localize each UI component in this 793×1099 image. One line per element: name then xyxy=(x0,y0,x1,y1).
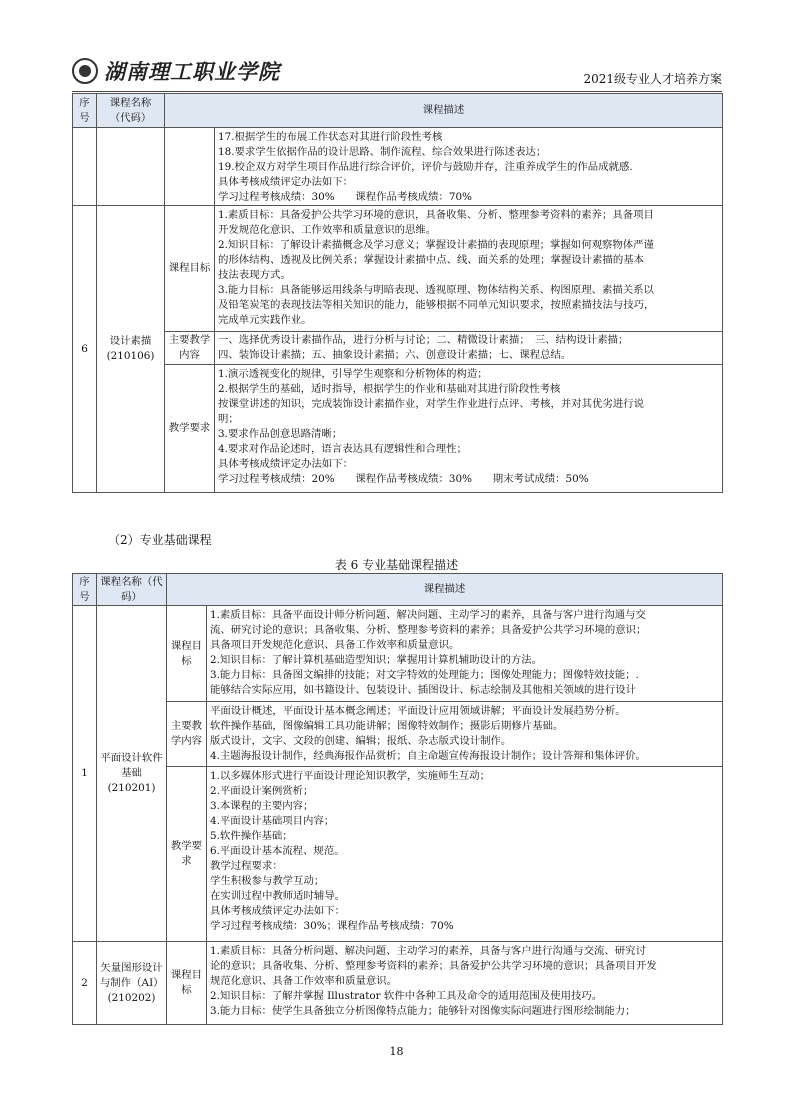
table-header-row xyxy=(73,94,723,128)
desc-line: 按课堂讲述的知识，完成装饰设计素描作业，对学生作业进行点评、考核，并对其优劣进行说 xyxy=(218,398,645,410)
section-heading: （2）专业基础课程 xyxy=(108,533,212,547)
desc-line: 学习过程考核成绩：20% 课程作品考核成绩：30% 期末考试成绩：50% xyxy=(218,473,589,485)
course-name: 平面设计软件基础 xyxy=(100,752,163,779)
section-content xyxy=(215,365,723,493)
school-seal-icon xyxy=(72,58,98,84)
school-name: 湖南理工职业学院 xyxy=(104,59,280,84)
course-name: 设计素描 xyxy=(109,335,152,347)
section-label: 主要教学内容 xyxy=(165,332,215,365)
table-row xyxy=(73,767,723,942)
desc-line: 5.软件操作基础； xyxy=(210,830,293,842)
section-content xyxy=(207,942,723,1025)
desc-line: 1.以多媒体形式进行平面设计理论知识教学，实施师生互动； xyxy=(210,770,491,782)
desc-line: 1.素质目标：具备平面设计师分析问题、解决问题、主动学习的素养，具备与客户进行沟通与交 xyxy=(210,609,646,621)
desc-line: 技法表现方式。 xyxy=(218,269,291,281)
desc-line: 论的意识；具备收集、分析、整理参考资料的素养；具备爱护公共学习环境的意识；具备项目开发 xyxy=(210,960,657,972)
table-row xyxy=(73,206,723,332)
desc-line: 1.演示透视变化的规律，引导学生观察和分析物体的构造； xyxy=(218,368,488,380)
desc-line: 19.校企双方对学生项目作品进行综合评价，评价与鼓励并存，注重养成学生的作品成就感. xyxy=(218,161,633,173)
desc-line: 2.知识目标：了解设计素描概念及学习意义；掌握设计素描的表现原理；掌握如何观察物体严谨 xyxy=(218,239,654,251)
section-content xyxy=(207,702,723,767)
desc-line: 具体考核成绩评定办法如下： xyxy=(218,458,354,470)
section-content xyxy=(207,767,723,942)
desc-line: 及铅笔炭笔的表现技法等相关知识的能力，能够根据不同单元知识要求，按照素描技法与技巧， xyxy=(218,299,655,311)
section-label: 教学要求 xyxy=(167,767,207,942)
desc-line: 学习过程考核成绩：30%；课程作品考核成绩：70% xyxy=(210,920,454,932)
desc-line: 具体考核成绩评定办法如下： xyxy=(210,905,346,917)
course-code: (210202) xyxy=(107,991,156,1004)
desc-line: 学习过程考核成绩：30% 课程作品考核成绩：70% xyxy=(218,191,472,203)
desc-line: 开发规范化意识、工作效率和质量意识的思维。 xyxy=(218,224,437,236)
course-name-cell xyxy=(97,206,165,493)
desc-line: 能够结合实际应用，如书籍设计、包装设计、插图设计、标志绘制及其他相关领域的进行设计 xyxy=(210,684,637,696)
section-label: 主要教学内容 xyxy=(167,702,207,767)
table-row xyxy=(73,128,723,206)
section-label: 课程目标 xyxy=(165,206,215,332)
page-number: 18 xyxy=(389,1045,404,1058)
desc-line: 3.能力目标：具备能够运用线条与明暗表现、透视原理、物体结构关系、构图原理、素描关系以 xyxy=(218,284,654,296)
table-row xyxy=(73,332,723,365)
section-content xyxy=(215,332,723,365)
course-seq: 6 xyxy=(73,206,97,493)
section-content xyxy=(215,206,723,332)
desc-line: 2.平面设计案例赏析； xyxy=(210,785,314,797)
table-row xyxy=(73,365,723,493)
desc-line: 具体考核成绩评定办法如下： xyxy=(218,176,354,188)
course-seq: 2 xyxy=(73,942,97,1025)
desc-line: 具备项目开发规范化意识、具备工作效率和质量意识。 xyxy=(210,639,460,651)
desc-line: 3.要求作品创意思路清晰； xyxy=(218,428,343,440)
name-header: 课程名称（代码） xyxy=(97,94,165,128)
desc-line: 在实训过程中教师适时辅导。 xyxy=(210,890,346,902)
desc-line: 2.知识目标：了解计算机基础造型知识；掌握用计算机辅助设计的方法。 xyxy=(210,654,543,666)
course-name-cell xyxy=(97,606,167,942)
course-table-continued xyxy=(72,93,723,493)
desc-line: 软件操作基础，图像编辑工具功能讲解；图像特效制作；摄影后期修片基础。 xyxy=(210,720,564,732)
desc-line: 四、装饰设计素描；五、抽象设计素描；六、创意设计素描；七、课程总结。 xyxy=(218,349,572,361)
foundation-course-table xyxy=(72,573,723,1025)
desc-line: 版式设计，文字、文段的创建、编辑；报纸、杂志版式设计制作。 xyxy=(210,735,512,747)
desc-header: 课程描述 xyxy=(167,574,723,606)
desc-line: 的形体结构、透视及比例关系；掌握设计素描中点、线、面关系的处理；掌握设计素描的基本 xyxy=(218,254,645,266)
desc-line: 1.素质目标：具备分析问题、解决问题、主动学习的素养，具备与客户进行沟通与交流、研究讨 xyxy=(210,945,646,957)
desc-line: 6.平面设计基本流程、规范。 xyxy=(210,845,345,857)
desc-line: 3.能力目标：使学生具备独立分析图像特点能力；能够针对图像实际问题进行图形绘制能力； xyxy=(210,1005,636,1017)
section-label: 课程目标 xyxy=(167,942,207,1025)
desc-line: 流、研究讨论的意识；具备收集、分析、整理参考资料的素养；具备爱护公共学习环境的意识； xyxy=(210,624,647,636)
desc-line: 18.要求学生依据作品的设计思路、制作流程、综合效果进行陈述表达； xyxy=(218,146,547,158)
desc-line: 3.本课程的主要内容； xyxy=(210,800,314,812)
page-header xyxy=(72,56,722,90)
course-name-cell xyxy=(97,942,167,1025)
desc-line: 学生积极参与教学互动； xyxy=(210,875,325,887)
desc-header: 课程描述 xyxy=(165,94,723,128)
desc-line: 一、选择优秀设计素描作品，进行分析与讨论；二、精微设计素描； 三、结构设计素描； xyxy=(218,334,629,346)
desc-line: 完成单元实践作业。 xyxy=(218,314,312,326)
table-row xyxy=(73,942,723,1025)
desc-line: 明； xyxy=(218,413,239,425)
seq-header: 序号 xyxy=(73,574,97,606)
name-header: 课程名称（代码） xyxy=(97,574,167,606)
course-seq: 1 xyxy=(73,606,97,942)
desc-line: 3.能力目标：具备图文编排的技能；对文字特效的处理能力；图像处理能力；图像特效技能；. xyxy=(210,669,639,681)
continued-desc-cell xyxy=(215,128,723,206)
desc-line: 2.知识目标：了解并掌握 Illustrator 软件中各种工具及命令的适用范围及使用技巧。 xyxy=(210,990,603,1002)
desc-line: 4.要求对作品论述时，语言表达具有逻辑性和合理性； xyxy=(218,443,467,455)
table-row xyxy=(73,702,723,767)
desc-line: 2.根据学生的基础，适时指导，根据学生的作业和基础对其进行阶段性考核 xyxy=(218,383,561,395)
desc-line: 平面设计概述，平面设计基本概念阐述；平面设计应用领域讲解；平面设计发展趋势分析。 xyxy=(210,705,626,717)
document-title: 2021级专业人才培养方案 xyxy=(583,72,722,86)
seq-header: 序号 xyxy=(73,94,97,128)
desc-line: 4.主题海报设计制作，经典海报作品赏析；自主命题宣传海报设计制作；设计答辩和集体评价。 xyxy=(210,750,646,762)
section-label: 教学要求 xyxy=(165,365,215,493)
table-header-row xyxy=(73,574,723,606)
section-label: 课程目标 xyxy=(167,606,207,702)
desc-line: 4.平面设计基础项目内容； xyxy=(210,815,335,827)
desc-line: 17.根据学生的布展工作状态对其进行阶段性考核 xyxy=(218,131,443,143)
course-code: (210106) xyxy=(106,350,155,362)
school-logo xyxy=(72,56,280,86)
desc-line: 1.素质目标：具备爱护公共学习环境的意识，具备收集、分析、整理参考资料的素养；具备项目 xyxy=(218,209,654,221)
table-row xyxy=(73,606,723,702)
section-content xyxy=(207,606,723,702)
table-caption: 表 6 专业基础课程描述 xyxy=(334,558,459,572)
header-divider xyxy=(72,91,722,92)
desc-line: 教学过程要求： xyxy=(210,860,283,872)
course-name: 矢量图形设计与制作（AI） xyxy=(100,961,164,989)
desc-line: 规范化意识、具备工作效率和质量意识。 xyxy=(210,975,398,987)
course-code: (210201) xyxy=(107,782,156,794)
